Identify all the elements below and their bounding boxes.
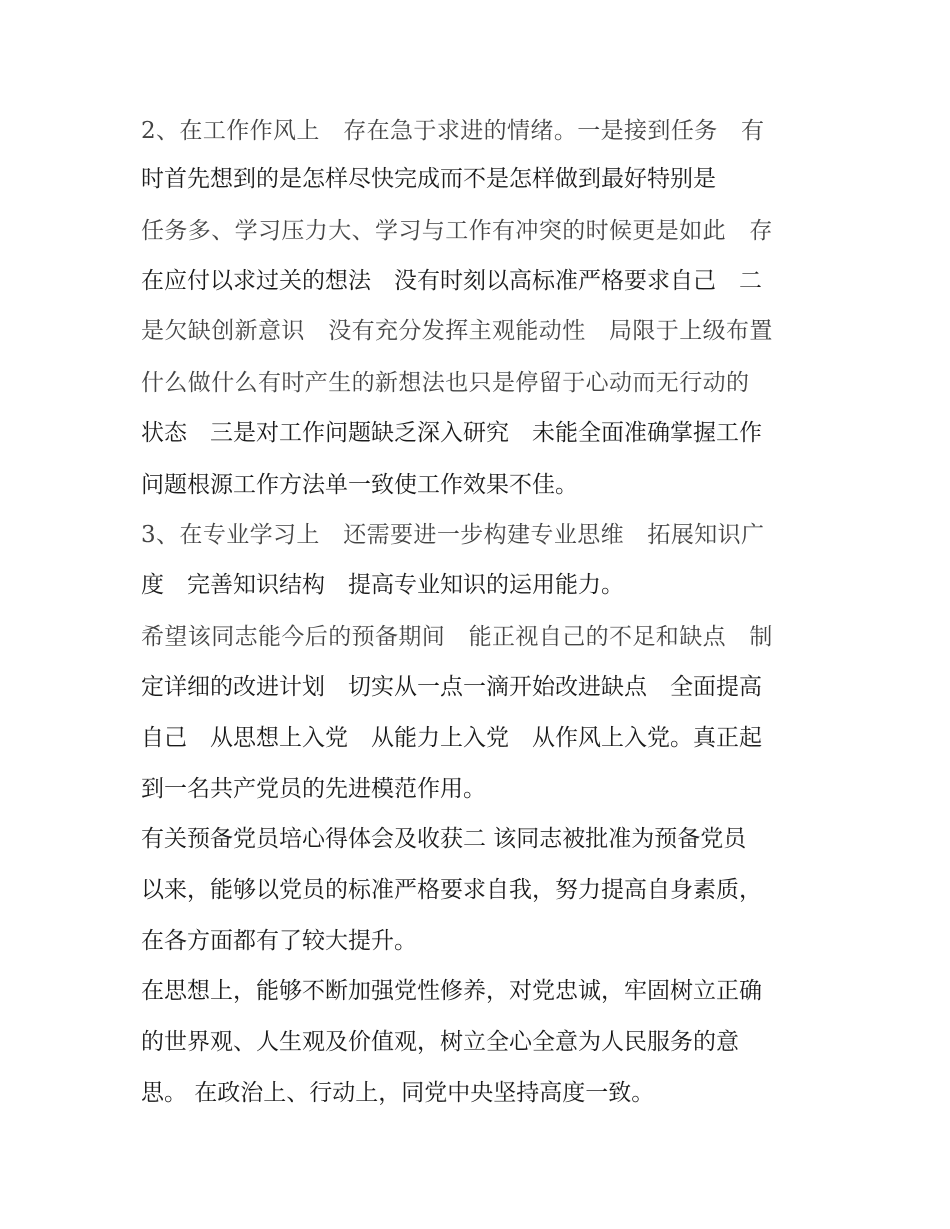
paragraph-line: 度 完善知识结构 提高专业知识的运用能力。: [141, 572, 624, 598]
paragraph-line: 自己 从思想上入党 从能力上入党 从作风上入党。真正起: [141, 725, 762, 751]
paragraph-line: 2、在工作作风上 存在急于求进的情绪。一是接到任务 有: [141, 118, 765, 144]
paragraph-line: 3、在专业学习上 还需要进一步构建专业思维 拓展知识广: [141, 522, 765, 548]
paragraph-line: 时首先想到的是怎样尽快完成而不是怎样做到最好特别是: [141, 166, 716, 192]
paragraph-line: 到一名共产党员的先进模范作用。: [141, 776, 486, 802]
paragraph-line: 是欠缺创新意识 没有充分发挥主观能动性 局限于上级布置: [141, 318, 773, 344]
paragraph-line: 在应付以求过关的想法 没有时刻以高标准严格要求自己 二: [141, 268, 762, 294]
paragraph-line: 有关预备党员培心得体会及收获二 该同志被批准为预备党员: [141, 826, 747, 852]
paragraph-line: 思。 在政治上、行动上，同党中央坚持高度一致。: [141, 1080, 655, 1106]
paragraph-line: 状态 三是对工作问题缺乏深入研究 未能全面准确掌握工作: [141, 420, 762, 446]
paragraph-line: 问题根源工作方法单一致使工作效果不佳。: [141, 472, 578, 498]
paragraph-line: 希望该同志能今后的预备期间 能正视自己的不足和缺点 制: [141, 624, 773, 650]
paragraph-line: 任务多、学习压力大、学习与工作有冲突的时候更是如此 存: [141, 218, 773, 244]
paragraph-line: 的世界观、人生观及价值观，树立全心全意为人民服务的意: [141, 1029, 739, 1055]
paragraph-line: 在各方面都有了较大提升。: [141, 928, 417, 954]
paragraph-line: 在思想上，能够不断加强党性修养，对党忠诚，牢固树立正确: [141, 978, 762, 1004]
paragraph-line: 定详细的改进计划 切实从一点一滴开始改进缺点 全面提高: [141, 674, 762, 700]
paragraph-line: 以来，能够以党员的标准严格要求自我，努力提高自身素质，: [141, 877, 762, 903]
paragraph-line: 什么做什么有时产生的新想法也只是停留于心动而无行动的: [141, 370, 750, 396]
